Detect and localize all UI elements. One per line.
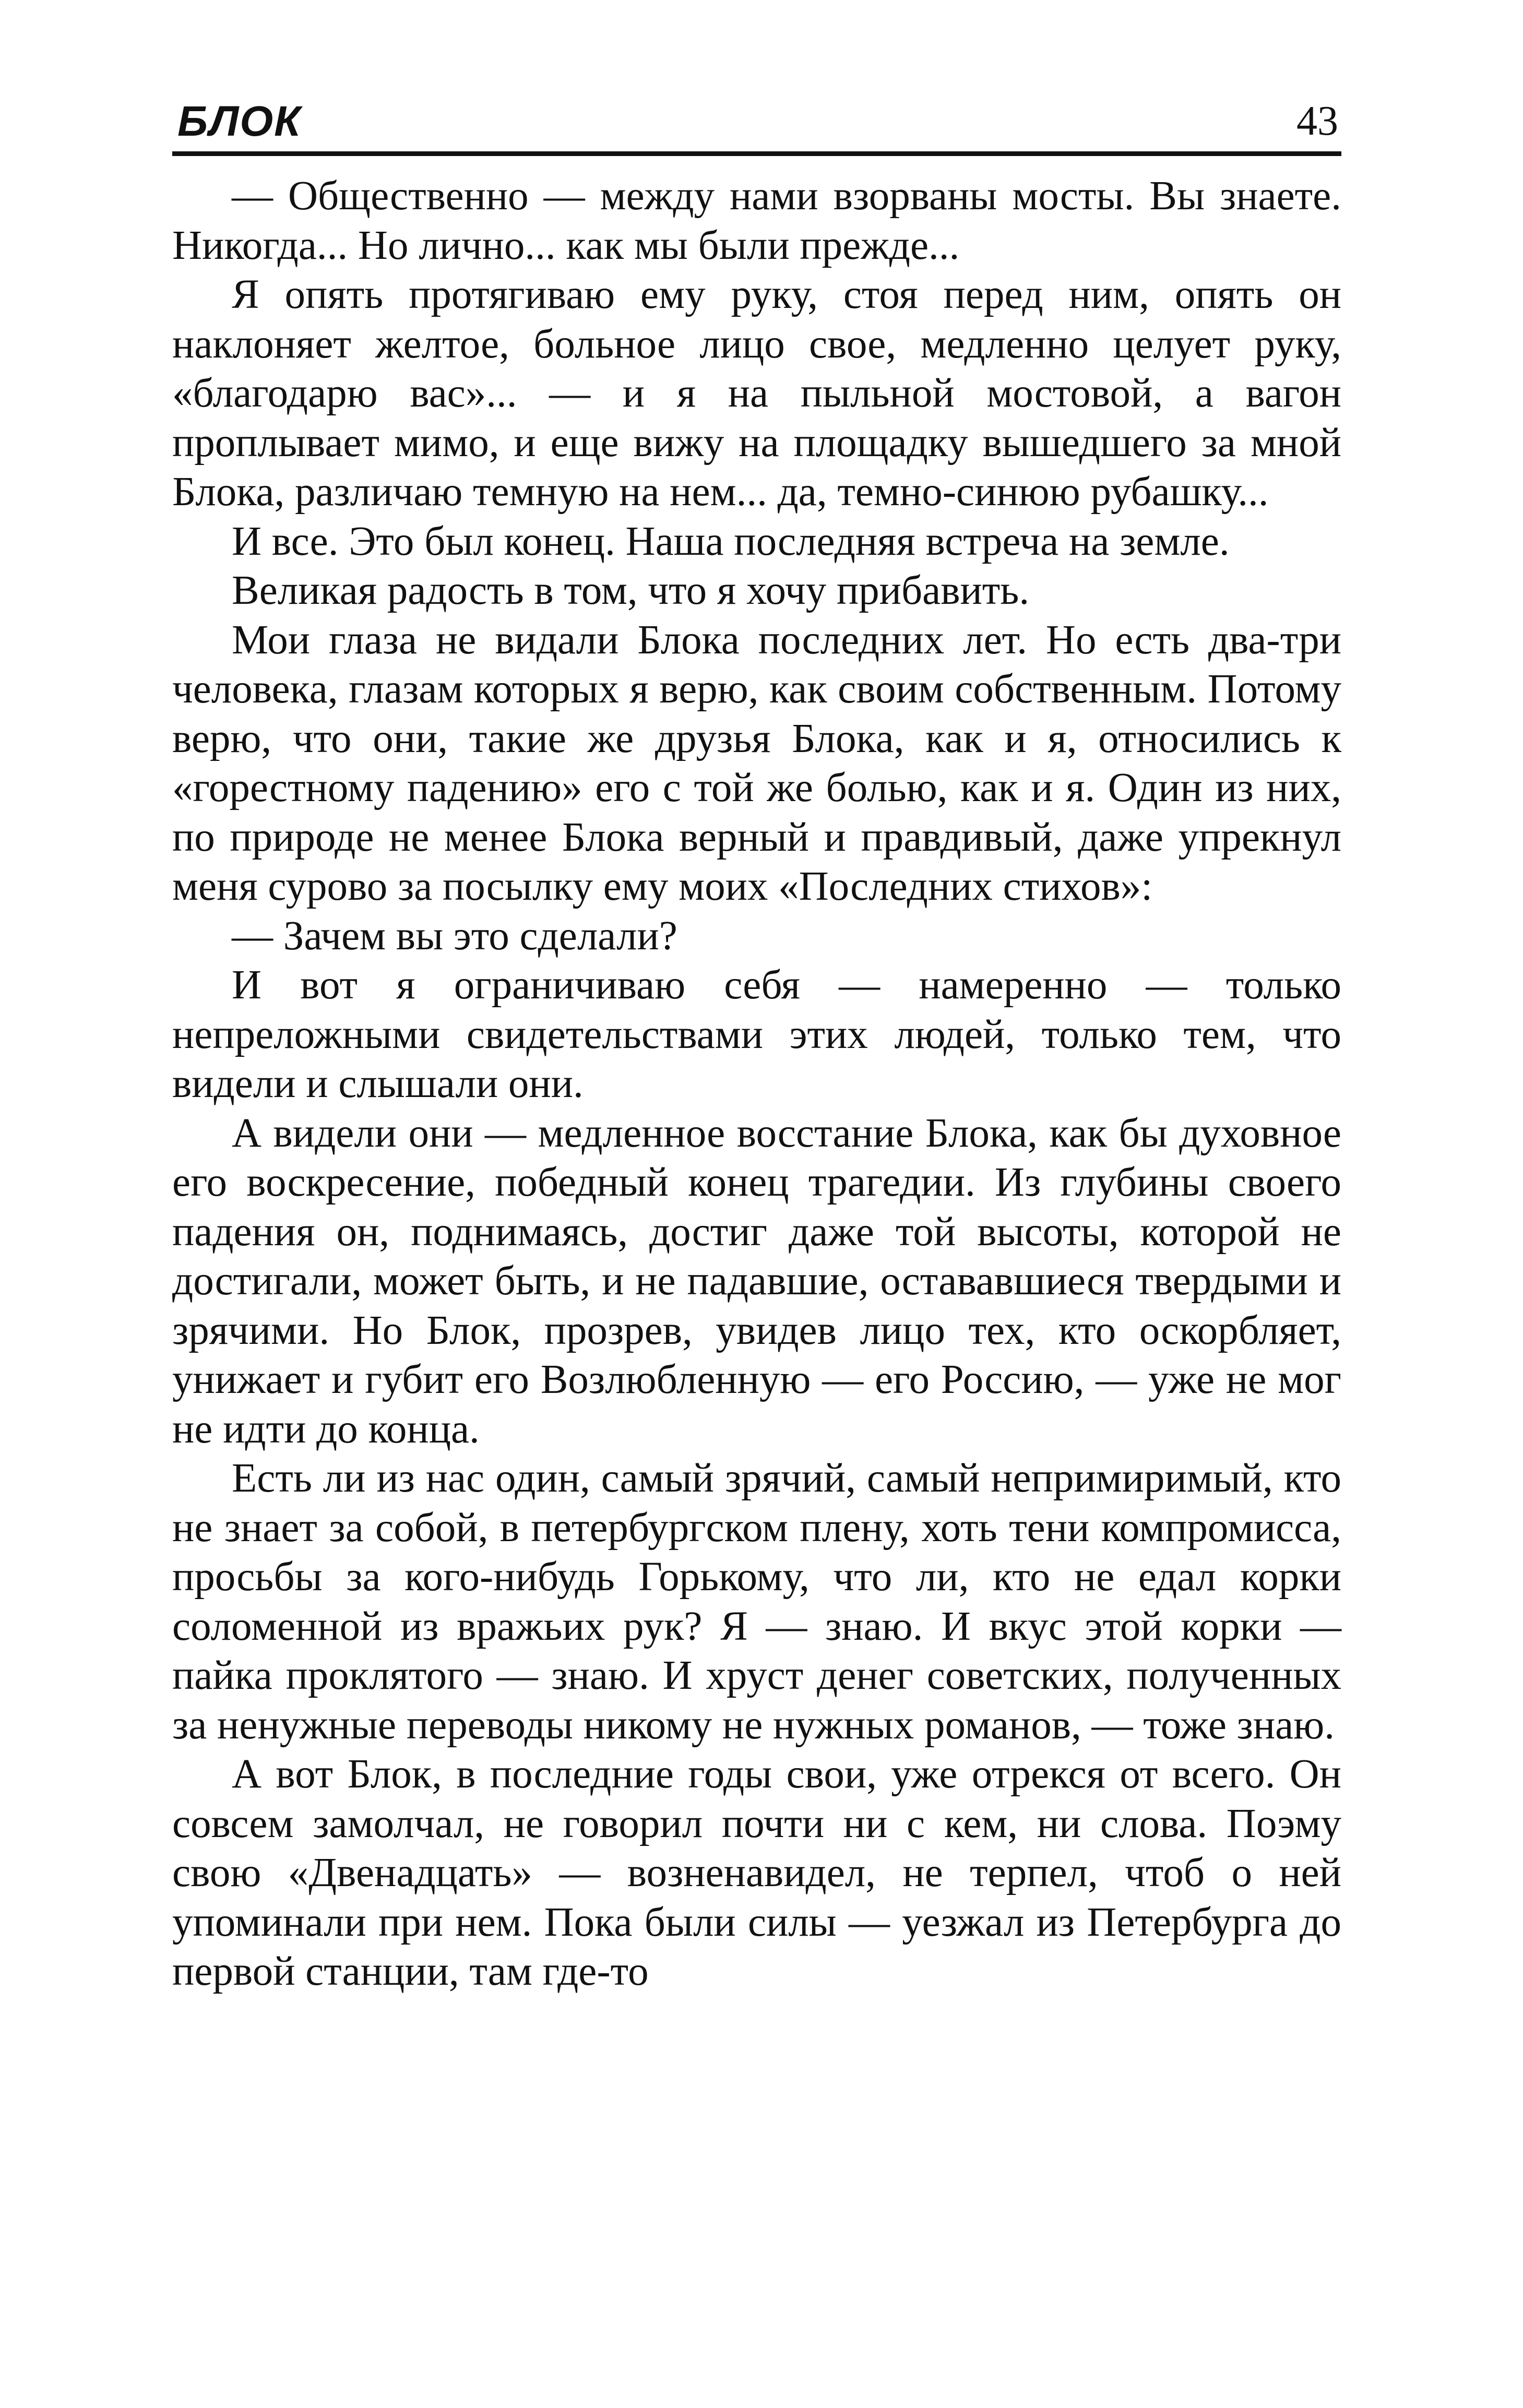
paragraph: — Зачем вы это сделали? (232, 913, 677, 959)
paragraph: И все. Это был конец. Наша последняя встреча на земле. (232, 518, 1230, 564)
paragraph: — Общественно — между нами взорваны мосты. Вы знаете. Никогда... Но лично... как мы были прежде... (172, 173, 1341, 268)
paragraph: А вот Блок, в последние годы свои, уже отрекся от всего. Он совсем замолчал, не говорил почти ни с кем, ни слова. Поэму свою «Двенадцать» — возненавидел, не терпел, чтоб о ней упоминали при нем. Пока были силы — уезжал из Петербурга до первой станции, там где-то (172, 1751, 1341, 1994)
page-number: 43 (1296, 98, 1338, 144)
paragraph: Я опять протягиваю ему руку, стоя перед ним, опять он наклоняет желтое, больное лицо свое, медленно целует руку, «благодарю вас»... — и я на пыльной мостовой, а вагон проплывает мимо, и еще вижу на площадку вышедшего за мной Блока, различаю темную на нем... да, темно-синюю рубашку... (172, 272, 1341, 515)
book-page (172, 89, 1341, 1997)
paragraph: Мои глаза не видали Блока последних лет. Но есть два-три человека, глазам которых я верю, как своим собственным. Потому верю, что они, такие же друзья Блока, как и я, относились к «горестному падению» его с той же болью, как и я. Один из них, по природе не менее Блока верный и правдивый, даже упрекнул меня сурово за посылку ему моих «Последних стихов»: (172, 617, 1341, 909)
running-head (172, 89, 1341, 156)
paragraph: Великая радость в том, что я хочу прибавить. (232, 568, 1030, 613)
paragraph: Есть ли из нас один, самый зрячий, самый непримиримый, кто не знает за собой, в петербургском плену, хоть тени компромисса, просьбы за кого-нибудь Горькому, что ли, кто не едал корки соломенной из вражьих рук? Я — знаю. И вкус этой корки — пайка проклятого — знаю. И хруст денег советских, полученных за ненужные переводы никому не нужных романов, — тоже знаю. (172, 1456, 1341, 1748)
body-text (172, 172, 1341, 1997)
paragraph: И вот я ограничиваю себя — намеренно — только непреложными свидетельствами этих людей, только тем, что видели и слышали они. (172, 962, 1341, 1106)
paragraph: А видели они — медленное восстание Блока, как бы духовное его воскресение, победный конец трагедии. Из глубины своего падения он, поднимаясь, достиг даже той высоты, которой не достигали, может быть, и не падавшие, остававшиеся твердыми и зрячими. Но Блок, прозрев, увидев лицо тех, кто оскорбляет, унижает и губит его Возлюбленную — его Россию, — уже не мог не идти до конца. (172, 1110, 1341, 1452)
running-title: БЛОК (177, 98, 302, 145)
